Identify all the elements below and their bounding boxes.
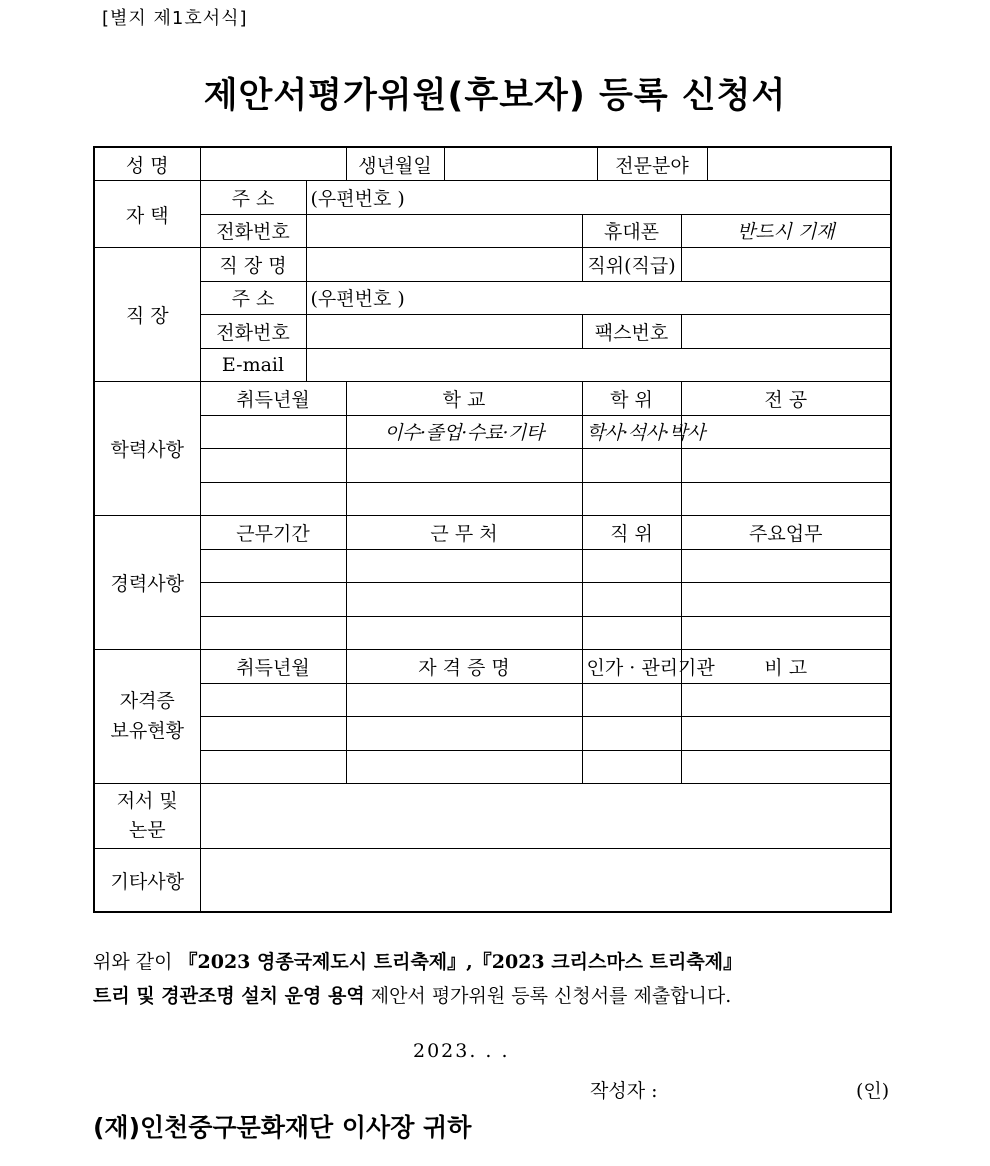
declaration-statement — [93, 945, 893, 1013]
company-field[interactable] — [306, 248, 582, 282]
home-phone-label: 전화번호 — [200, 214, 306, 248]
career-duties-field[interactable] — [681, 549, 891, 583]
license-name-field[interactable] — [346, 683, 582, 717]
career-position-field[interactable] — [582, 616, 681, 650]
career-header-duties: 주요업무 — [681, 516, 891, 550]
education-row — [94, 415, 891, 449]
license-label-line2: 보유현황 — [110, 719, 184, 742]
education-major-field[interactable] — [681, 415, 891, 449]
license-date-field[interactable] — [200, 683, 346, 717]
education-degree-field[interactable] — [582, 449, 681, 483]
education-row — [94, 482, 891, 516]
mobile-label: 휴대폰 — [582, 214, 681, 248]
education-school-field[interactable]: 이수·졸업·수료·기타 — [346, 415, 582, 449]
statement-prefix: 위와 같이 — [93, 951, 179, 973]
career-header-workplace: 근 무 처 — [346, 516, 582, 550]
education-date-field[interactable] — [200, 415, 346, 449]
email-field[interactable] — [306, 348, 891, 382]
career-period-field[interactable] — [200, 616, 346, 650]
publications-label — [94, 784, 200, 849]
education-date-field[interactable] — [200, 449, 346, 483]
career-position-field[interactable] — [582, 549, 681, 583]
education-degree-field[interactable]: 학사·석사·박사 — [582, 415, 681, 449]
statement-service-name: 트리 및 경관조명 설치 운영 용역 — [93, 985, 365, 1007]
career-period-field[interactable] — [200, 583, 346, 617]
form-number: [별지 제1호서식] — [102, 8, 248, 29]
statement-suffix: 제안서 평가위원 등록 신청서를 제출합니다. — [364, 985, 732, 1007]
license-agency-field[interactable] — [582, 717, 681, 751]
name-label: 성 명 — [94, 147, 200, 181]
career-position-field[interactable] — [582, 583, 681, 617]
education-section-label: 학력사항 — [94, 382, 200, 516]
fax-field[interactable] — [681, 315, 891, 349]
home-section-label: 자 택 — [94, 181, 200, 248]
education-degree-field[interactable] — [582, 482, 681, 516]
email-label: E-mail — [200, 348, 306, 382]
others-field[interactable] — [200, 849, 891, 912]
license-header-name: 자 격 증 명 — [346, 650, 582, 684]
career-row — [94, 583, 891, 617]
license-row — [94, 750, 891, 784]
publications-label-line2: 논문 — [128, 819, 166, 842]
license-date-field[interactable] — [200, 717, 346, 751]
license-name-field[interactable] — [346, 750, 582, 784]
license-header-agency: 인가 · 관리기관 — [582, 650, 681, 684]
company-label: 직 장 명 — [200, 248, 306, 282]
education-major-field[interactable] — [681, 482, 891, 516]
education-date-field[interactable] — [200, 482, 346, 516]
application-form-table — [93, 146, 892, 913]
license-remarks-field[interactable] — [681, 717, 891, 751]
work-section-label: 직 장 — [94, 248, 200, 382]
work-address-field[interactable]: (우편번호 ) — [306, 281, 891, 315]
career-workplace-field[interactable] — [346, 616, 582, 650]
home-address-label: 주 소 — [200, 181, 306, 215]
education-school-field[interactable] — [346, 449, 582, 483]
education-row — [94, 449, 891, 483]
career-workplace-field[interactable] — [346, 549, 582, 583]
education-header-date: 취득년월 — [200, 382, 346, 416]
others-label: 기타사항 — [94, 849, 200, 912]
birth-field[interactable] — [444, 147, 597, 181]
career-workplace-field[interactable] — [346, 583, 582, 617]
license-agency-field[interactable] — [582, 683, 681, 717]
career-period-field[interactable] — [200, 549, 346, 583]
career-header-position: 직 위 — [582, 516, 681, 550]
career-row — [94, 616, 891, 650]
work-phone-label: 전화번호 — [200, 315, 306, 349]
home-phone-field[interactable] — [306, 214, 582, 248]
specialty-label: 전문분야 — [597, 147, 707, 181]
career-header-period: 근무기간 — [200, 516, 346, 550]
document-title: 제안서평가위원(후보자) 등록 신청서 — [203, 76, 787, 116]
work-phone-field[interactable] — [306, 315, 582, 349]
license-section-label — [94, 650, 200, 784]
career-duties-field[interactable] — [681, 616, 891, 650]
education-school-field[interactable] — [346, 482, 582, 516]
license-remarks-field[interactable] — [681, 750, 891, 784]
education-major-field[interactable] — [681, 449, 891, 483]
license-header-remarks: 비 고 — [681, 650, 891, 684]
position-field[interactable] — [681, 248, 891, 282]
author-label: 작성자 : — [590, 1080, 658, 1102]
license-row — [94, 717, 891, 751]
education-header-school: 학 교 — [346, 382, 582, 416]
license-row — [94, 683, 891, 717]
education-header-major: 전 공 — [681, 382, 891, 416]
fax-label: 팩스번호 — [582, 315, 681, 349]
statement-event-names: 『2023 영종국제도시 트리축제』,『2023 크리스마스 트리축제』 — [178, 951, 743, 973]
license-header-date: 취득년월 — [200, 650, 346, 684]
publications-label-line1: 저서 및 — [116, 789, 178, 812]
career-section-label: 경력사항 — [94, 516, 200, 650]
birth-label: 생년월일 — [346, 147, 444, 181]
home-address-field[interactable]: (우편번호 ) — [306, 181, 891, 215]
license-agency-field[interactable] — [582, 750, 681, 784]
license-label-line1: 자격증 — [119, 690, 175, 713]
submission-date: 2023. . . — [413, 1040, 510, 1062]
seal-label: (인) — [856, 1080, 890, 1102]
work-address-label: 주 소 — [200, 281, 306, 315]
career-row — [94, 549, 891, 583]
recipient: (재)인천중구문화재단 이사장 귀하 — [93, 1113, 472, 1142]
license-date-field[interactable] — [200, 750, 346, 784]
career-duties-field[interactable] — [681, 583, 891, 617]
name-field[interactable] — [200, 147, 346, 181]
education-header-degree: 학 위 — [582, 382, 681, 416]
publications-field[interactable] — [200, 784, 891, 849]
position-label: 직위(직급) — [582, 248, 681, 282]
license-remarks-field[interactable] — [681, 683, 891, 717]
mobile-field[interactable]: 반드시 기재 — [681, 214, 891, 248]
specialty-field[interactable] — [707, 147, 891, 181]
license-name-field[interactable] — [346, 717, 582, 751]
